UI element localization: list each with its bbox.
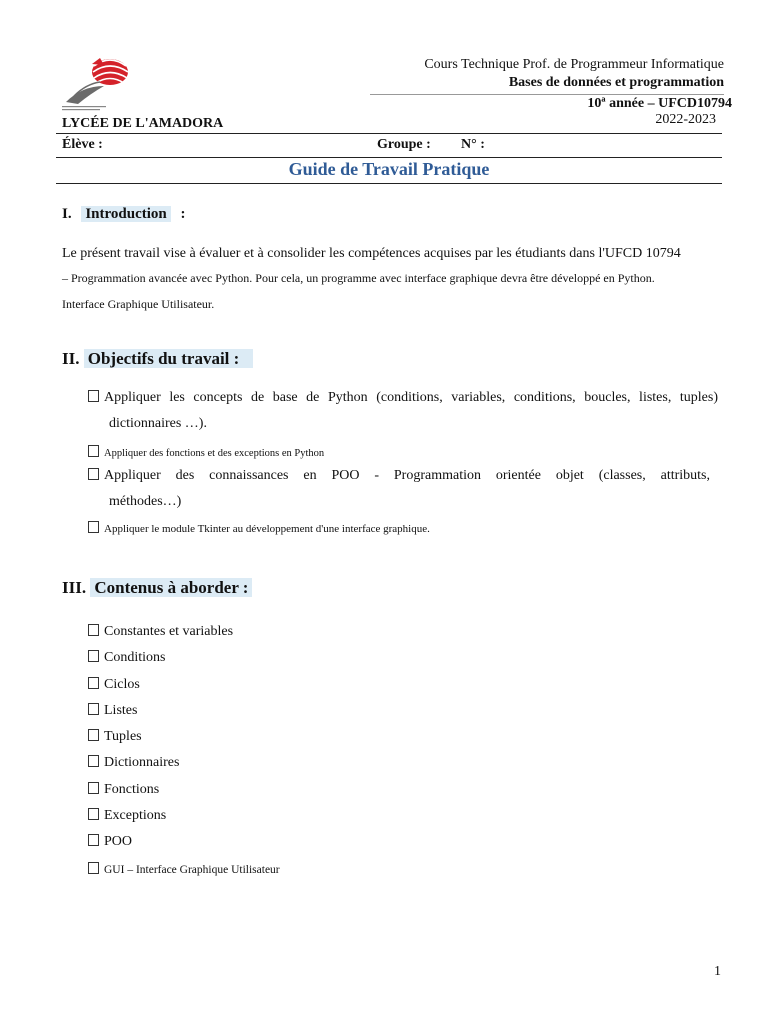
checkbox-icon (88, 755, 99, 767)
objective-text: Appliquer des fonctions et des exceptions en Python (104, 448, 325, 459)
checkbox-icon (88, 834, 99, 846)
content-item: Listes (88, 703, 137, 719)
objective-item-cont: dictionnaires …). (109, 416, 207, 431)
objective-text: Appliquer les concepts de base de Python (conditions, variables, conditions, boucles, listes, tuples) (104, 390, 718, 405)
checkbox-icon (88, 445, 99, 457)
checkbox-icon (88, 521, 99, 533)
intro-line-2: – Programmation avancée avec Python. Pour cela, un programme avec interface graphique devra être développé en Python. (62, 271, 655, 285)
checkbox-icon (88, 624, 99, 636)
content-item: Conditions (88, 650, 165, 666)
objective-item (88, 445, 324, 459)
checkbox-icon (88, 677, 99, 689)
section3-heading (62, 578, 252, 598)
header-rule-mid (56, 157, 722, 158)
content-item: GUI – Interface Graphique Utilisateur (88, 862, 280, 876)
checkbox-icon (88, 703, 99, 715)
objective-item (88, 390, 718, 406)
header-divider (370, 94, 724, 95)
checkbox-icon (88, 862, 99, 874)
page-number: 1 (714, 964, 721, 979)
objective-text: Appliquer des connaissances en POO - Programmation orientée objet (classes, attributs, (104, 468, 710, 483)
header-rule-top (56, 133, 722, 134)
page-title: Guide de Travail Pratique (288, 159, 490, 179)
section2-title: Objectifs du travail : (84, 349, 254, 368)
content-item: Exceptions (88, 808, 166, 824)
objective-text: Appliquer le module Tkinter au développement d'une interface graphique. (104, 523, 430, 535)
number-label: N° : (461, 137, 485, 152)
checkbox-icon (88, 808, 99, 820)
subject-name: Bases de données et programmation (508, 75, 724, 90)
content-item: Fonctions (88, 782, 159, 798)
objective-item (88, 468, 710, 484)
section2-heading (62, 349, 253, 369)
content-item: Ciclos (88, 677, 140, 693)
section1-number: I. (62, 206, 72, 222)
section1-heading (62, 206, 186, 223)
section3-title: Contenus à aborder : (90, 578, 252, 597)
checkbox-icon (88, 782, 99, 794)
course-name: Cours Technique Prof. de Programmeur Informatique (424, 57, 724, 72)
school-logo (60, 56, 140, 112)
content-item: Tuples (88, 729, 142, 745)
logo-graphic (60, 56, 140, 112)
content-item: Constantes et variables (88, 624, 233, 640)
school-name: LYCÉE DE L'AMADORA (62, 116, 224, 131)
content-item: Dictionnaires (88, 755, 179, 771)
checkbox-icon (88, 468, 99, 480)
title-rule (56, 183, 722, 184)
intro-line-1: Le présent travail vise à évaluer et à consolider les compétences acquises par les étudiants dans l'UFCD 10794 (62, 246, 681, 261)
school-year: 2022-2023 (655, 112, 716, 127)
objective-item (88, 521, 430, 535)
objective-item-cont: méthodes…) (109, 494, 182, 509)
checkbox-icon (88, 729, 99, 741)
checkbox-icon (88, 390, 99, 402)
year-module: 10ª année – UFCD10794 (587, 96, 732, 111)
checkbox-icon (88, 650, 99, 662)
intro-line-3: Interface Graphique Utilisateur. (62, 297, 215, 311)
student-label: Élève : (62, 137, 103, 152)
section1-title: Introduction (81, 206, 170, 222)
section1-colon: : (180, 206, 186, 222)
section2-number: II. (62, 349, 80, 368)
content-item: POO (88, 834, 132, 850)
section3-number: III. (62, 578, 87, 597)
group-label: Groupe : (377, 137, 431, 152)
